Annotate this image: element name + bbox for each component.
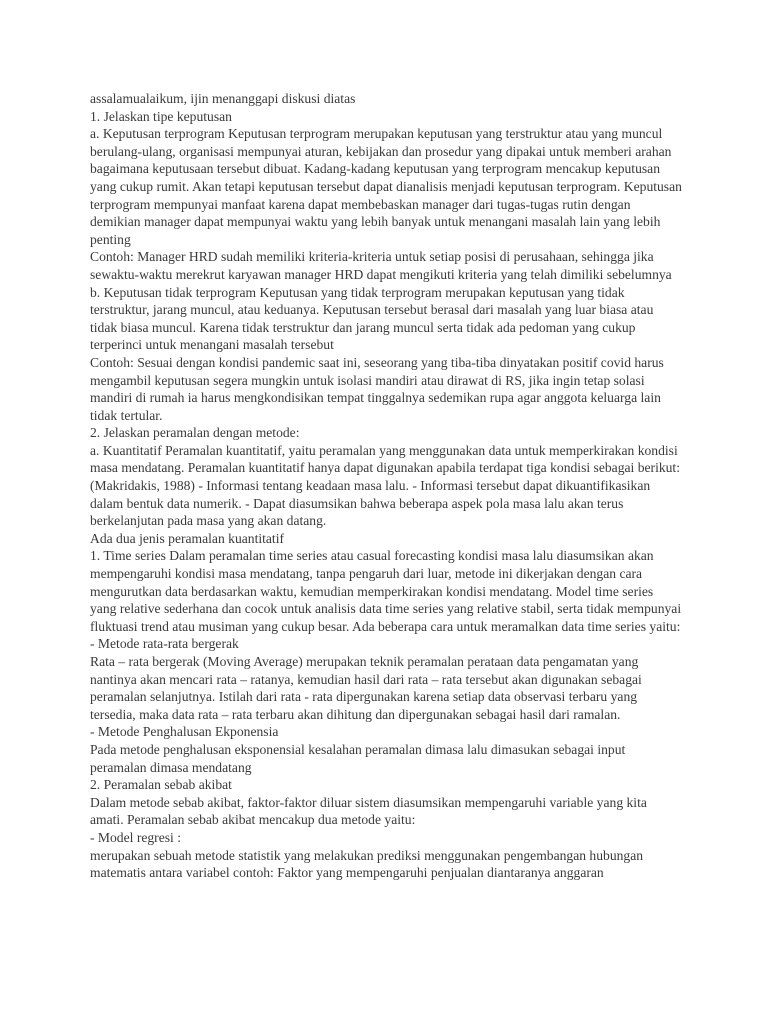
paragraph-regression-model: merupakan sebuah metode statistik yang melakukan prediksi menggunakan pengembangan hubungan matematis antara variabel contoh: Faktor yang mempengaruhi penjualan diantaranya anggaran [90, 847, 644, 881]
paragraph-example-covid: Contoh: Sesuai dengan kondisi pandemic saat ini, seseorang yang tiba-tiba dinyatakan positif covid harus mengambil keputusan segera mungkin untuk isolasi mandiri atau dirawat di RS, jika ingin tetap solasi mandiri di rumah ia harus mengkondisikan tempat tinggalnya sedemikan rupa agar anggota keluarga lain tidak tertular. [90, 354, 664, 423]
question-2-heading: 2. Jelaskan peramalan dengan metode: [90, 425, 300, 441]
heading-regression-model: - Model regresi : [90, 829, 181, 845]
heading-causal-forecasting: 2. Peramalan sebab akibat [90, 777, 232, 793]
paragraph-exponential-smoothing: Pada metode penghalusan eksponensial kesalahan peramalan dimasa lalu dimasukan sebagai input peramalan dimasa mendatang [90, 741, 626, 775]
paragraph-quantitative: a. Kuantitatif Peramalan kuantitatif, yaitu peramalan yang menggunakan data untuk memperkirakan kondisi masa mendatang. Peramalan kuantitatif hanya dapat digunakan apabila terdapat tiga kondisi sebagai berikut: (Makridakis, 1988) - Informasi tentang keadaan masa lalu. - Informasi tersebut dapat dikuantifikasikan dalam bentuk data numerik. - Dapat diasumsikan bahwa beberapa aspek pola masa lalu akan terus berkelanjutan pada masa yang akan datang. [90, 442, 680, 529]
paragraph-moving-average: Rata – rata bergerak (Moving Average) merupakan teknik peramalan perataan data pengamatan yang nantinya akan mencari rata – ratanya, kemudian hasil dari rata – rata tersebut akan digunakan sebagai peramalan selanjutnya. Istilah dari rata - rata dipergunakan karena setiap data observasi terbaru yang tersedia, maka data rata – rata terbaru akan dihitung dan dipergunakan sebagai hasil dari ramalan. [90, 654, 642, 722]
paragraph-two-types: Ada dua jenis peramalan kuantitatif [90, 530, 285, 546]
paragraph-time-series: 1. Time series Dalam peramalan time series atau casual forecasting kondisi masa lalu diasumsikan akan mempengaruhi kondisi masa mendatang, tanpa pengaruh dari luar, metode ini dikerjakan dengan cara mengurutkan data berdasarkan waktu, kemudian memperkirakan kondisi mendatang. Model time series yang relative sederhana dan cocok untuk analisis data time series yang relative stabil, serta tidak mempunyai fluktuasi trend atau musiman yang cukup besar. Ada beberapa cara untuk meramalkan data time series yaitu: [90, 548, 682, 634]
greeting-line: assalamualaikum, ijin menanggapi diskusi diatas [90, 91, 356, 106]
paragraph-unprogrammed-decision: b. Keputusan tidak terprogram Keputusan yang tidak terprogram merupakan keputusan yang tidak terstruktur, jarang muncul, atau keduanya. Keputusan tersebut berasal dari masalah yang luar biasa atau tidak biasa muncul. Karena tidak terstruktur dan jarang muncul serta tidak ada pedoman yang cukup terperinci untuk menangani masalah tersebut [90, 284, 654, 353]
question-1-heading: 1. Jelaskan tipe keputusan [90, 108, 232, 124]
paragraph-causal-forecasting: Dalam metode sebab akibat, faktor-faktor diluar sistem diasumsikan mempengaruhi variable yang kita amati. Peramalan sebab akibat mencakup dua metode yaitu: [90, 794, 647, 828]
heading-exponential-smoothing: - Metode Penghalusan Ekponensia [90, 724, 279, 740]
heading-moving-average: - Metode rata-rata bergerak [90, 636, 239, 652]
document-page [90, 90, 682, 882]
paragraph-example-hrd: Contoh: Manager HRD sudah memiliki kriteria-kriteria untuk setiap posisi di perusahaan, sehingga jika sewaktu-waktu merekrut karyawan manager HRD dapat mengikuti kriteria yang telah dimiliki sebelumnya [90, 249, 672, 282]
paragraph-programmed-decision: a. Keputusan terprogram Keputusan terprogram merupakan keputusan yang terstruktur atau yang muncul berulang-ulang, organisasi mempunyai aturan, kebijakan dan prosedur yang dipakai untuk memberi arahan bagaimana keputusaan tersebut dibuat. Kadang-kadang keputusan yang terprogram mencakup keputusan yang cukup rumit. Akan tetapi keputusan tersebut dapat dianalisis menjadi keputusan terprogram. Keputusan terprogram mempunyai manfaat karena dapat membebaskan manager dari tugas-tugas rutin dengan demikian manager dapat mempunyai waktu yang lebih banyak untuk menangani masalah lain yang lebih penting [90, 126, 682, 247]
